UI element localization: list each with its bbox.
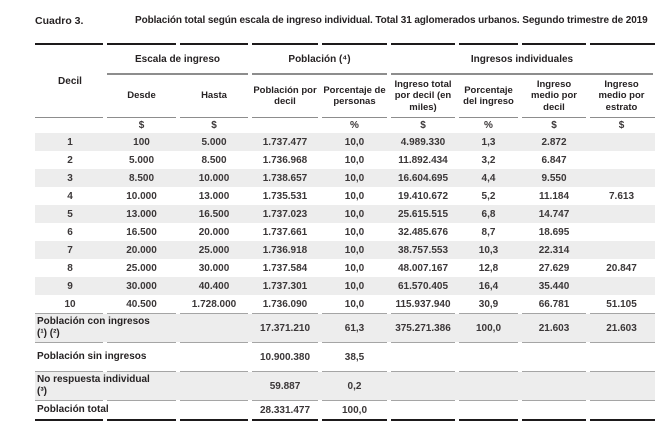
cell-pct-ingreso: 3,2 — [481, 154, 496, 166]
cell-hasta: 16.500 — [198, 208, 230, 220]
cell-desde: 30.000 — [126, 280, 157, 292]
cell-poblacion: 28.331.477 — [259, 404, 311, 416]
summary-label-cell — [35, 374, 250, 398]
cell-pct-personas: 0,2 — [347, 380, 362, 392]
cell-poblacion: 1.737.477 — [262, 136, 308, 148]
summary-label-cell — [35, 316, 250, 340]
cell-pct-ingreso: 30,9 — [478, 298, 499, 310]
summary-label: Población con ingresos (¹) (²) — [37, 316, 150, 339]
group-label-ingresos: Ingresos individuales — [470, 53, 574, 65]
cell-poblacion: 1.737.301 — [262, 280, 308, 292]
column-header-ingreso-medio-decil: Ingreso medio por decil — [531, 79, 577, 113]
column-header-ingreso-medio-estrato: Ingreso medio por estrato — [598, 79, 645, 113]
cell-pct-ingreso: 10,3 — [478, 244, 499, 256]
cell-hasta: 20.000 — [198, 226, 230, 238]
cell-hasta: 25.000 — [198, 244, 230, 256]
summary-row-no-respuesta — [35, 372, 655, 400]
cell-decil: 5 — [67, 208, 73, 220]
cell-poblacion: 1.738.657 — [262, 172, 308, 184]
table-title-bar — [0, 0, 662, 27]
cell-ingreso-total: 115.937.940 — [395, 298, 451, 310]
unit-cell: $ — [420, 120, 426, 131]
cell-hasta: 30.000 — [198, 262, 230, 274]
cell-ingreso-total: 48.007.167 — [397, 262, 449, 274]
table-bottom-rule — [35, 419, 655, 421]
column-header-porcentaje-personas: Porcentaje de personas — [323, 84, 386, 107]
cell-ingreso-total: 19.410.672 — [397, 190, 449, 202]
cell-medio-estrato: 51.105 — [606, 298, 637, 310]
column-group-escala — [105, 45, 250, 117]
income-decile-table — [35, 43, 655, 421]
cell-poblacion: 1.737.584 — [262, 262, 308, 274]
cell-poblacion: 17.371.210 — [259, 322, 311, 334]
cell-desde: 5.000 — [128, 154, 155, 166]
cell-desde: 40.500 — [126, 298, 157, 310]
cell-ingreso-total: 25.615.515 — [397, 208, 449, 220]
cell-medio-decil: 22.314 — [538, 244, 570, 256]
cell-hasta: 13.000 — [198, 190, 230, 202]
cell-ingreso-total: 11.892.434 — [398, 154, 448, 166]
table-row — [35, 259, 655, 277]
cell-poblacion: 59.887 — [269, 380, 301, 392]
group-label-escala: Escala de ingreso — [134, 53, 221, 65]
column-header-ingreso-total: Ingreso total por decil (en miles) — [394, 79, 452, 113]
cell-ingreso-total: 32.485.676 — [397, 226, 449, 238]
cell-desde: 20.000 — [126, 244, 157, 256]
subheader-row — [105, 75, 250, 117]
cell-decil: 9 — [67, 280, 73, 292]
table-row — [35, 205, 655, 223]
summary-label: Población sin ingresos — [37, 351, 147, 362]
cell-pct-ingreso: 5,2 — [481, 190, 496, 202]
cell-pct-personas: 10,0 — [344, 154, 365, 166]
cell-pct-ingreso: 1,3 — [481, 136, 496, 148]
cell-pct-personas: 10,0 — [344, 172, 365, 184]
cell-pct-personas: 100,0 — [341, 404, 368, 416]
cell-ingreso-total: 375.271.386 — [395, 322, 451, 334]
table-row — [35, 169, 655, 187]
cell-pct-personas: 10,0 — [344, 298, 365, 310]
cell-medio-decil: 35.440 — [538, 280, 570, 292]
cell-poblacion: 1.737.661 — [262, 226, 308, 238]
cell-poblacion: 1.737.023 — [262, 208, 308, 220]
cell-pct-ingreso: 4,4 — [481, 172, 496, 184]
cell-hasta: 8.500 — [201, 154, 227, 166]
cell-desde: 16.500 — [126, 226, 157, 238]
cell-pct-ingreso: 100,0 — [475, 322, 502, 334]
cell-poblacion: 10.900.380 — [259, 351, 311, 363]
cell-decil: 4 — [67, 190, 73, 202]
cell-pct-ingreso: 8,7 — [481, 226, 496, 238]
cell-decil: 1 — [67, 136, 73, 148]
cell-medio-decil: 21.603 — [538, 322, 570, 334]
unit-cell: % — [484, 120, 493, 131]
cell-pct-personas: 10,0 — [344, 226, 365, 238]
subheader-row — [389, 75, 655, 117]
cell-pct-personas: 10,0 — [344, 262, 365, 274]
table-row — [35, 277, 655, 295]
cell-pct-personas: 10,0 — [344, 280, 365, 292]
unit-cell: $ — [211, 120, 217, 131]
column-header-desde: Desde — [127, 90, 156, 102]
cell-medio-decil: 11.184 — [538, 190, 570, 202]
cell-pct-ingreso: 12,8 — [478, 262, 499, 274]
table-number: Cuadro 3. — [35, 15, 84, 27]
table-row — [35, 187, 655, 205]
cell-medio-estrato: 7.613 — [608, 190, 635, 202]
unit-cell: $ — [138, 120, 145, 131]
cell-poblacion: 1.736.918 — [262, 244, 308, 256]
cell-pct-ingreso: 6,8 — [481, 208, 496, 220]
table-header — [35, 45, 655, 117]
cell-poblacion: 1.735.531 — [262, 190, 308, 202]
column-group-ingresos — [389, 45, 655, 117]
table-row — [35, 133, 655, 151]
summary-row-con-ingresos — [35, 314, 655, 342]
cell-poblacion: 1.736.968 — [262, 154, 308, 166]
cell-ingreso-total: 38.757.553 — [397, 244, 449, 256]
cell-ingreso-total: 16.604.695 — [397, 172, 449, 184]
cell-pct-personas: 61,3 — [344, 322, 365, 334]
page-title: Población total según escala de ingreso individual. Total 31 aglomerados urbanos. Segundo trimestre de 2019 — [135, 15, 648, 26]
cell-pct-personas: 10,0 — [344, 136, 365, 148]
summary-row-total — [35, 401, 655, 419]
cell-desde: 100 — [133, 136, 150, 148]
unit-cell: % — [350, 120, 359, 131]
unit-cell: $ — [618, 120, 625, 131]
cell-medio-decil: 2.872 — [541, 136, 567, 148]
subheader-row — [250, 75, 389, 117]
cell-medio-decil: 66.781 — [538, 298, 570, 310]
summary-label: No respuesta individual (³) — [37, 374, 150, 397]
cell-medio-estrato: 20.847 — [606, 262, 637, 274]
table-row — [35, 151, 655, 169]
cell-medio-decil: 14.747 — [538, 208, 570, 220]
cell-decil: 3 — [67, 172, 73, 184]
cell-pct-personas: 38,5 — [344, 351, 365, 363]
cell-medio-decil: 27.629 — [538, 262, 570, 274]
cell-decil: 7 — [67, 244, 73, 256]
cell-hasta: 10.000 — [198, 172, 230, 184]
cell-decil: 8 — [67, 262, 73, 274]
cell-hasta: 5.000 — [201, 136, 227, 148]
column-header-poblacion-por-decil: Población por decil — [253, 84, 317, 107]
cell-decil: 2 — [67, 154, 73, 166]
cell-decil: 6 — [67, 226, 73, 238]
cell-pct-ingreso: 16,4 — [478, 280, 499, 292]
cell-ingreso-total: 4.989.330 — [400, 136, 446, 148]
cell-desde: 10.000 — [126, 190, 157, 202]
column-header-porcentaje-ingreso: Porcentaje del ingreso — [463, 84, 514, 107]
cell-hasta: 1.728.000 — [191, 298, 237, 310]
table-row — [35, 241, 655, 259]
column-header-hasta: Hasta — [201, 90, 227, 102]
cell-medio-decil: 18.695 — [538, 226, 570, 238]
cell-hasta: 40.400 — [198, 280, 230, 292]
column-group-poblacion — [250, 45, 389, 117]
cell-medio-decil: 9.550 — [541, 172, 567, 184]
unit-cell: $ — [551, 120, 557, 131]
cell-medio-decil: 6.847 — [541, 154, 567, 166]
units-row — [35, 118, 655, 133]
cell-desde: 25.000 — [126, 262, 157, 274]
summary-row-sin-ingresos — [35, 343, 655, 371]
cell-decil: 10 — [64, 298, 76, 310]
cell-medio-estrato: 21.603 — [606, 322, 637, 334]
cell-poblacion: 1.736.090 — [262, 298, 308, 310]
cell-pct-personas: 10,0 — [344, 244, 365, 256]
group-label-poblacion: Población (⁴) — [288, 53, 351, 65]
column-header-decil: Decil — [58, 75, 82, 87]
cell-pct-personas: 10,0 — [344, 208, 365, 220]
summary-label-cell — [35, 404, 250, 416]
cell-ingreso-total: 61.570.405 — [397, 280, 449, 292]
cell-pct-personas: 10,0 — [344, 190, 365, 202]
table-row — [35, 295, 655, 313]
cell-desde: 13.000 — [126, 208, 157, 220]
summary-label-cell — [35, 351, 250, 363]
summary-label: Población total — [37, 404, 109, 415]
table-row — [35, 223, 655, 241]
cell-desde: 8.500 — [128, 172, 155, 184]
